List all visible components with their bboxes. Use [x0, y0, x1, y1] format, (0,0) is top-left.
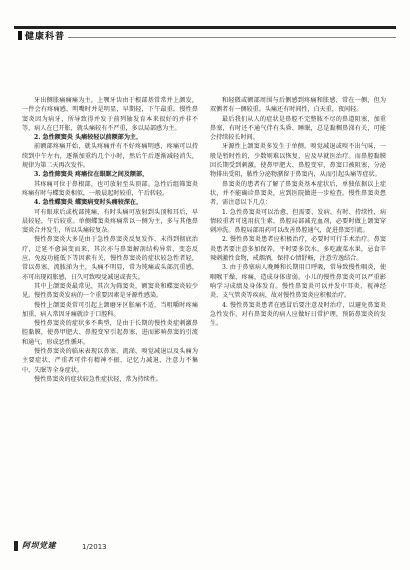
page-footer — [14, 540, 396, 554]
issue-number: 1/2013 — [82, 543, 107, 551]
section-title: 健康科普 — [25, 32, 66, 42]
body-paragraph: 慢性鼻窦炎的临床表现以鼻塞、流涕、嗅觉减退以及头痛为主要症状，严重者可伴有精神不振、记忆力减退、注意力不集中、失眠等全身症状。 — [22, 348, 198, 374]
body-paragraph: 其疼痛可位于鼻根部，也可放射至头顶部。急性后组筛窦炎疼痛有时与蝶窦炎相似，一般晨起时较重，午后转轻。 — [22, 180, 198, 197]
body-paragraph: 2. 慢性鼻窦炎患者应积极治疗，必要时可行手术治疗。鼻窦炎患者要注意多加保养，平时要多饮水，多吃蔬菜水果，忌食辛辣刺激性食物，戒烟酒，保持心情舒畅，注意劳逸结合。 — [210, 236, 386, 263]
body-paragraph: 慢性上颌窦炎常可引起上颌磨牙区胀痛不适，当咀嚼时疼痛加重，病人常因牙痛就诊于口腔科。 — [22, 301, 198, 318]
section-marker-icon — [18, 31, 22, 40]
subheading-paragraph: 2. 急性额窦炎 头痛较轻以前额部为主， — [34, 134, 143, 142]
subheading-paragraph: 3. 急性筛窦炎 疼痛位在眼眶之间及额部， — [34, 171, 149, 179]
body-paragraph: 其中上颌窦炎最常见，其次为筛窦炎，额窦炎和蝶窦炎较少见。慢性鼻窦炎发病的一个重要因素是牙源性感染。 — [22, 282, 198, 300]
body-paragraph: 鼻窦炎的患者有了解了鼻窦炎基本症状后，单独依据以上症状，并不能确诊鼻窦炎，应到医院做进一步检查。慢性鼻窦炎患者，需注意以下几点： — [210, 180, 386, 207]
section-label — [14, 31, 69, 43]
body-paragraph: 慢性鼻窦炎大多是由于急性鼻窦炎反复发作、未得到彻底治疗，迁延不愈演变而来，其次亦与鼻窦解剖结构异常、变态反应、免疫功能低下等因素有关，慢性鼻窦炎的症状较急性者轻，常以鼻塞、流脓涕为主，头痛不明显，常为钝痛或头部沉重感，亦可出现闷胀感，日久可致嗅觉减退或丧失。 — [22, 236, 198, 281]
body-paragraph: 1. 急性鼻窦炎可以治愈，但需要、发病、有时、持续性，病情较重者可选用抗生素、鼻腔局部减充血剂，必要时做上颌窦穿刺冲洗。鼻腔局部用药可以改善鼻腔通气，促进鼻窦引流。 — [210, 208, 386, 235]
body-paragraph: 3. 由于鼻塞病人晚睡和长期用口呼吸，常导致慢性咽炎，使咽喉干燥、疼痛，造成身体虚弱。小儿的慢性鼻窦炎可以严重影响学习成绩及身体发育。慢性鼻窦炎可以并发中耳炎、视神经炎、支气管炎等疾病，故对慢性鼻窦炎应积极治疗。 — [210, 264, 386, 300]
magazine-title: 阿坝党建 — [22, 541, 56, 550]
body-paragraph: 前额部疼痛开始，就头疼痛并有不好疼痛明感，疼痛可以持续到中午左右，逐渐加重约几个小时，然后午后逐渐减轻消失，规律为第二天再次发作。 — [22, 143, 198, 170]
footer-marker — [14, 541, 18, 551]
body-paragraph: 和轻微或额部周围与后侧感到疼痛和胀感，常在一侧，但为双侧者有一侧较重。头痛还有时间性，白天重，夜间轻。 — [210, 97, 386, 114]
body-paragraph: 牙出侧胀痛痛痛为主，上颚牙齿由于根部基常常并上颜发，一件会有疼痛感，明嘴时并是明显，早期轻，下午最重。慢性鼻窦炎因为病牙，所导致得并发于前列轴发育本来很好的并非不等，病人在已开胀，就头痛较有不严重，多以局部感为主。 — [22, 97, 198, 132]
article-column-left — [22, 96, 198, 384]
body-paragraph: 可有眼球后或枕部钝痛，有时头痛可放射到头顶和耳后，早晨较轻，午后较重。单侧蝶窦炎疼痛常以一侧为主，多与其他鼻窦炎合并发生，所以头痛较复杂。 — [22, 208, 198, 235]
page-header — [14, 26, 396, 44]
body-paragraph: 最后我们从人的症状是鼻腔不完整脓不尽的鼻道阻塞，加重鼻塞，有时还不通气伴有头昏、睡眠，总是黏稠鼻涕有关，可能会持续较长时间。 — [210, 115, 386, 142]
body-paragraph: 慢性鼻窦炎的症状多不典型，是由于长期的慢性炎症刺激鼻腔黏膜，使鼻甲肥大、鼻腔变窄引起鼻塞，进而影响鼻窦的引流和通气，形成恶性循环。 — [22, 320, 198, 346]
subheading-paragraph: 4. 急性蝶窦炎 蝶窦病变时头痛较深在， — [34, 199, 143, 207]
body-paragraph: 牙源性上颌窦炎多发生于单侧。嗅觉减退或嗅不出气味，一般是暂时性的，少数则难以恢复，应及早就医治疗。而鼻腔黏膜因长期受到刺激，使鼻甲肥大、鼻腔变窄，鼻窦口被阻塞，分泌物排出受阻，脓性分泌物潴留于鼻窦内，从而引起头痛等症状。 — [210, 143, 386, 179]
header-top-rule — [14, 26, 396, 29]
body-paragraph: 慢性鼻窦炎的症状较急性症状轻，常为持续性。 — [34, 375, 162, 383]
article-column-right — [210, 96, 386, 328]
header-divider — [68, 37, 396, 38]
body-paragraph: 4. 慢性鼻窦炎患者在感冒后要注意及时治疗，以避免鼻窦炎急性发作，对有鼻窦炎的病人应做好日常护理，预防鼻窦炎的发生。 — [210, 301, 386, 328]
